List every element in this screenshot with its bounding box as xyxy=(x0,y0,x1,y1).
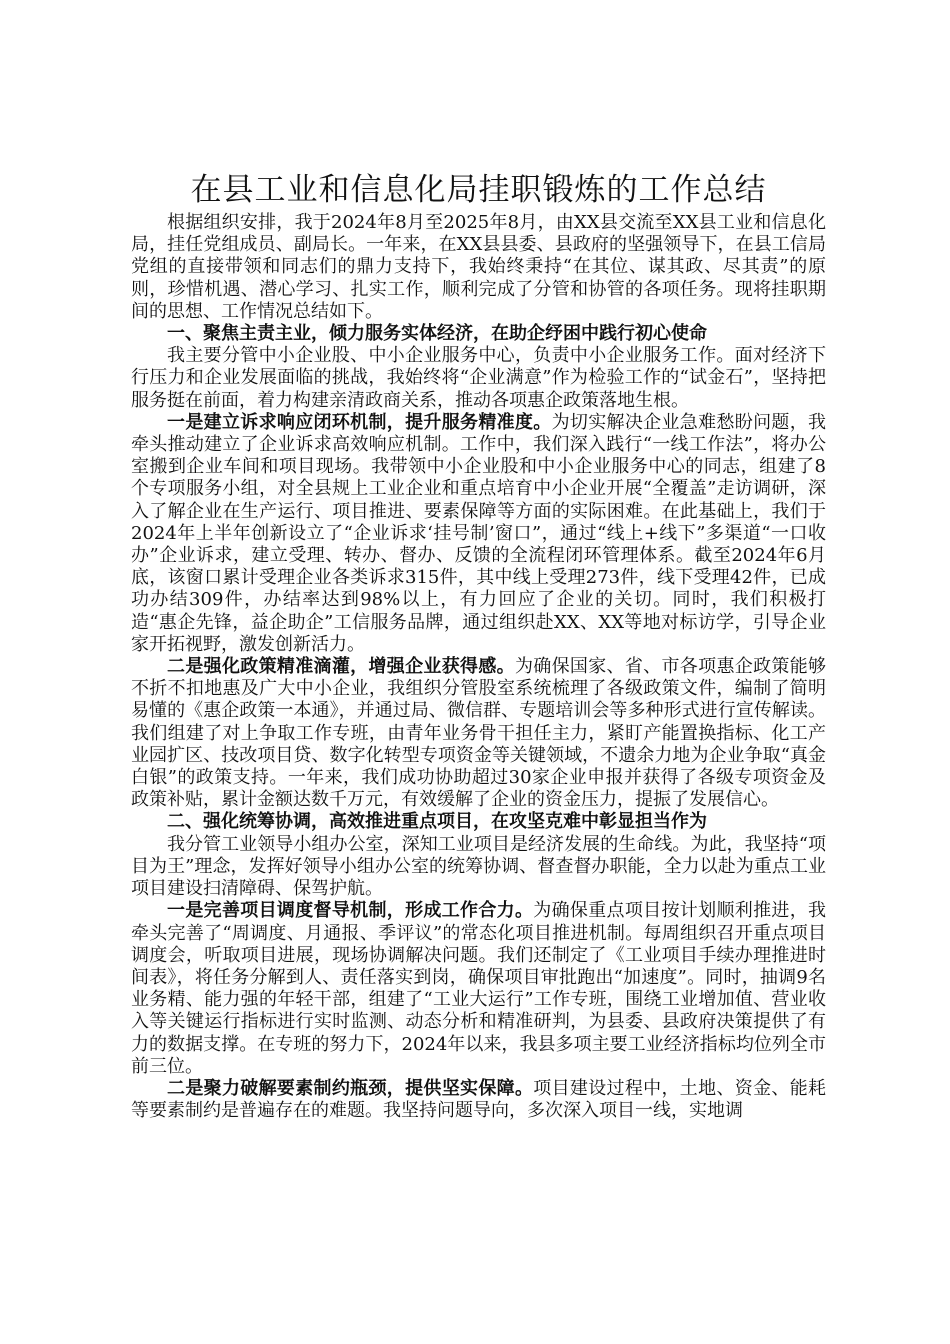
section-1-intro-paragraph: 我主要分管中小企业股、中小企业服务中心，负责中小企业服务工作。面对经济下行压力和企业发展面临的挑战，我始终将“企业满意”作为检验工作的“试金石”，坚持把服务挺在前面，着力构建亲清政商关系，推动各项惠企政策落地生根。 xyxy=(131,345,826,411)
section-1-heading: 一、聚焦主责主业，倾力服务实体经济，在助企纾困中践行初心使命 xyxy=(167,323,707,345)
section-2-heading: 二、强化统筹协调，高效推进重点项目，在攻坚克难中彰显担当作为 xyxy=(167,811,707,833)
document-page xyxy=(131,170,826,1122)
section-2-item-1-body: 为确保重点项目按计划顺利推进，我牵头完善了“周调度、月通报、季评议”的常态化项目推进机制。每周组织召开重点项目调度会，听取项目进展，现场协调解决问题。我们还制定了《工业项目手续办理推进时间表》，将任务分解到人、责任落实到岗，确保项目审批跑出“加速度”。同时，抽调9名业务精、能力强的年轻干部，组建了“工业大运行”工作专班，围绕工业增加值、营业收入等关键运行指标进行实时监测、动态分析和精准研判，为县委、县政府决策提供了有力的数据支撑。在专班的努力下，2024年以来，我县多项主要工业经济指标均位列全市前三位。 xyxy=(131,900,827,1077)
section-2-item-2-paragraph xyxy=(131,1078,826,1122)
section-1-item-2-paragraph xyxy=(131,656,826,811)
intro-paragraph: 根据组织安排，我于2024年8月至2025年8月，由XX县交流至XX县工业和信息化局，挂任党组成员、副局长。一年来，在XX县县委、县政府的坚强领导下，在县工信局党组的直接带领和同志们的鼎力支持下，我始终秉持“在其位、谋其政、尽其责”的原则，珍惜机遇、潜心学习、扎实工作，顺利完成了分管和协管的各项任务。现将挂职期间的思想、工作情况总结如下。 xyxy=(131,212,826,322)
section-1-item-2-lead: 二是强化政策精准滴灌，增强企业获得感。 xyxy=(167,656,515,678)
section-1-item-1-body: 为切实解决企业急难愁盼问题，我牵头推动建立了企业诉求高效响应机制。工作中，我们深入践行“一线工作法”，将办公室搬到企业车间和项目现场。我带领中小企业股和中小企业服务中心的同志，组建了8个专项服务小组，对全县规上工业企业和重点培育中小企业开展“全覆盖”走访调研，深入了解企业在生产运行、项目推进、要素保障等方面的实际困难。在此基础上，我们于2024年上半年创新设立了“企业诉求‘挂号制’窗口”，通过“线上+线下”多渠道“一口收办”企业诉求，建立受理、转办、督办、反馈的全流程闭环管理体系。截至2024年6月底，该窗口累计受理企业各类诉求315件，其中线上受理273件，线下受理42件，已成功办结309件，办结率达到98%以上，有力回应了企业的关切。同时，我们积极打造“惠企先锋，益企助企”工信服务品牌，通过组织赴XX、XX等地对标访学，引导企业家开拓视野，激发创新活力。 xyxy=(131,411,827,655)
section-1-item-1-paragraph xyxy=(131,412,826,656)
section-2-item-1-paragraph xyxy=(131,900,826,1078)
section-1-item-2-body: 为确保国家、省、市各项惠企政策能够不折不扣地惠及广大中小企业，我组织分管股室系统梳理了各级政策文件，编制了简明易懂的《惠企政策一本通》，并通过局、微信群、专题培训会等多种形式进行宣传解读。我们组建了对上争取工作专班，由青年业务骨干担任主力，紧盯产能置换指标、化工产业园扩区、技改项目贷、数字化转型专项资金等关键领域，不遗余力地为企业争取“真金白银”的政策支持。一年来，我们成功协助超过30家企业申报并获得了各级专项资金及政策补贴，累计金额达数千万元，有效缓解了企业的资金压力，提振了发展信心。 xyxy=(131,656,827,811)
section-2-item-1-lead: 一是完善项目调度督导机制，形成工作合力。 xyxy=(167,900,534,922)
document-title: 在县工业和信息化局挂职锻炼的工作总结 xyxy=(190,172,767,208)
section-2-item-2-body: 项目建设过程中，土地、资金、能耗等要素制约是普遍存在的难题。我坚持问题导向，多次深入项目一线，实地调 xyxy=(131,1077,827,1122)
section-2-item-2-lead: 二是聚力破解要素制约瓶颈，提供坚实保障。 xyxy=(167,1077,534,1099)
section-1-item-1-lead: 一是建立诉求响应闭环机制，提升服务精准度。 xyxy=(167,411,552,433)
section-2-intro-paragraph: 我分管工业领导小组办公室，深知工业项目是经济发展的生命线。为此，我坚持“项目为王”理念，发挥好领导小组办公室的统筹协调、督查督办职能，全力以赴为重点工业项目建设扫清障碍、保驾护航。 xyxy=(131,833,826,900)
